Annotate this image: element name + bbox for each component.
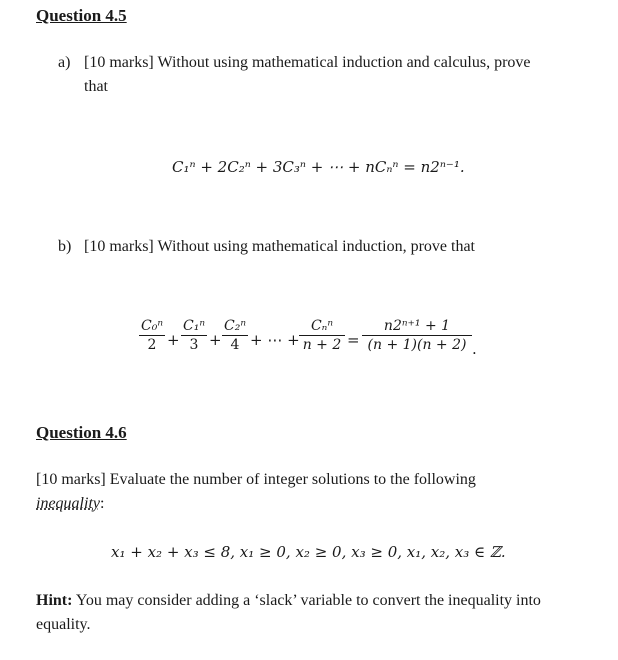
question-4-6-title: Question 4.6 (36, 423, 127, 442)
period: . (472, 340, 477, 358)
hint-text: You may consider adding a ‘slack’ variable to convert the inequality into (75, 592, 541, 609)
hint-line1 (36, 592, 541, 610)
fraction-term-n (299, 318, 345, 353)
question-4-6-equation: x₁ + x₂ + x₃ ≤ 8, x₁ ≥ 0, x₂ ≥ 0, x₃ ≥ 0, x₁, x₂, x₃ ∈ ℤ. (111, 543, 506, 561)
fraction-term-0-numerator: C₀ⁿ (141, 318, 163, 334)
question-4-6-text-line1 (36, 471, 476, 489)
fraction-term-n-denominator: n + 2 (302, 337, 342, 353)
part-b-text (84, 238, 475, 256)
inequality-word: inequality (36, 495, 100, 512)
fraction-term-2 (222, 318, 248, 353)
fraction-rhs-denominator: (n + 1)(n + 2) (367, 337, 467, 353)
equals-operator: = (347, 331, 360, 349)
question-4-5-title: Question 4.5 (36, 6, 127, 25)
fraction-term-2-numerator: C₂ⁿ (224, 318, 246, 334)
ellipsis-operator: + ⋯ + (250, 331, 300, 349)
plus-operator: + (209, 331, 222, 349)
part-a-prompt: Without using mathematical induction and calculus, prove (157, 54, 531, 71)
fraction-term-2-denominator: 4 (230, 337, 240, 353)
fraction-rhs-numerator: n2ⁿ⁺¹ + 1 (383, 318, 451, 334)
fraction-term-1-denominator: 3 (189, 337, 199, 353)
fraction-term-0 (139, 318, 165, 353)
colon: : (99, 495, 105, 512)
part-b-label: b) (58, 238, 72, 255)
part-a-equation: C₁ⁿ + 2C₂ⁿ + 3C₃ⁿ + ⋯ + nCₙⁿ = n2ⁿ⁻¹. (172, 158, 465, 176)
question-4-6-prompt: Evaluate the number of integer solutions to the following (109, 471, 476, 488)
question-4-6-text-line2 (36, 495, 104, 513)
part-a-text-line1 (84, 54, 531, 72)
fraction-term-1 (181, 318, 207, 353)
hint-label: Hint: (36, 592, 73, 609)
fraction-term-n-numerator: Cₙⁿ (310, 318, 334, 334)
fraction-rhs (362, 318, 472, 353)
part-a-marks: [10 marks] (84, 54, 154, 71)
part-a-text-line2: that (84, 78, 108, 95)
part-a-label: a) (58, 54, 71, 71)
fraction-term-1-numerator: C₁ⁿ (183, 318, 205, 334)
hint-line2: equality. (36, 616, 91, 633)
part-b-prompt: Without using mathematical induction, prove that (157, 238, 475, 255)
part-b-marks: [10 marks] (84, 238, 154, 255)
plus-operator: + (167, 331, 180, 349)
fraction-term-0-denominator: 2 (147, 337, 157, 353)
question-4-6-marks: [10 marks] (36, 471, 106, 488)
